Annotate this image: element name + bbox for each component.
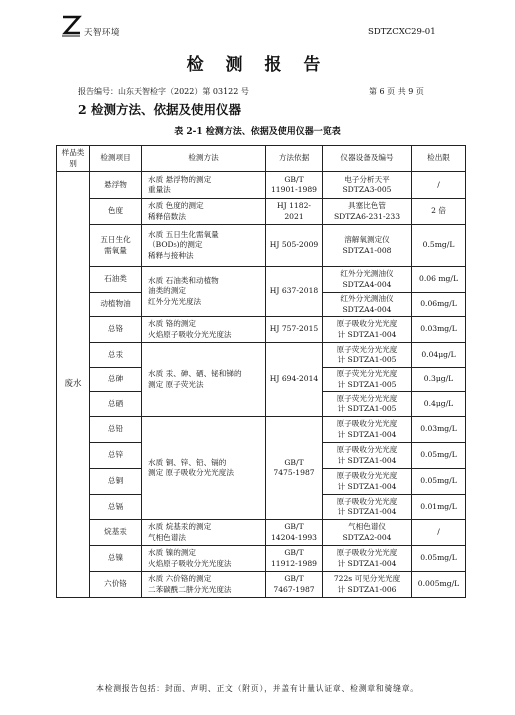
sample-category-cell: 废水 [57,172,90,598]
detection-limit-cell: 0.5mg/L [412,225,466,267]
method-cell: 水质 铬的测定 火焰原子吸收分光光度法 [142,317,266,343]
instrument-cell: 具塞比色管 SDTZA6-231-233 [323,199,412,225]
detection-limit-cell: 0.05mg/L [412,546,466,572]
basis-cell: HJ 637-2018 [266,267,323,317]
table-row [57,520,466,546]
test-item-cell: 总铅 [90,417,142,443]
table-caption: 表 2-1 检测方法、依据及使用仪器一览表 [174,127,341,137]
method-cell: 水质 悬浮物的测定 重量法 [142,172,266,199]
basis-cell: GB/T 11912-1989 [266,546,323,572]
detection-limit-cell: 0.4μg/L [412,392,466,417]
detection-limit-cell: 2 倍 [412,199,466,225]
instrument-cell: 原子吸收分光光度 计 SDTZA1-004 [323,495,412,520]
basis-cell: GB/T 14204-1993 [266,520,323,546]
header-cell: 检测方法 [142,146,266,172]
document-code: SDTZCXC29-01 [368,27,436,37]
basis-cell: HJ 757-2015 [266,317,323,343]
test-item-cell: 总镉 [90,495,142,520]
detection-limit-cell: / [412,172,466,199]
table-row [57,417,466,443]
detection-limit-cell: 0.05mg/L [412,469,466,495]
instrument-cell: 原子吸收分光光度 计 SDTZA1-004 [323,417,412,443]
method-cell: 水质 石油类和动植物 油类的测定 红外分光光度法 [142,267,266,317]
header-cell: 检出限 [412,146,466,172]
detection-limit-cell: 0.05mg/L [412,443,466,469]
table-row [57,225,466,267]
test-item-cell: 动植物油 [90,293,142,317]
instrument-cell: 电子分析天平 SDTZA3-005 [323,172,412,199]
test-item-cell: 色度 [90,199,142,225]
instrument-cell: 气相色谱仪 SDTZA2-004 [323,520,412,546]
test-item-cell: 总汞 [90,343,142,368]
method-cell: 水质 色度的测定 稀释倍数法 [142,199,266,225]
method-cell: 水质 铜、锌、铅、镉的 测定 原子吸收分光光度法 [142,417,266,520]
instrument-cell: 原子荧光分光光度 计 SDTZA1-005 [323,368,412,392]
header-cell: 仪器设备及编号 [323,146,412,172]
detection-limit-cell: / [412,520,466,546]
methods-table [56,145,466,598]
instrument-cell: 溶解氧测定仪 SDTZA1-008 [323,225,412,267]
company-logo-icon [60,14,82,38]
detection-limit-cell: 0.06 mg/L [412,267,466,293]
method-cell: 水质 镍的测定 火焰原子吸收分光光度法 [142,546,266,572]
detection-limit-cell: 0.06mg/L [412,293,466,317]
detection-limit-cell: 0.03mg/L [412,317,466,343]
basis-cell: GB/T 7475-1987 [266,417,323,520]
instrument-cell: 原子荧光分光光度 计 SDTZA1-005 [323,343,412,368]
method-cell: 水质 烷基汞的测定 气相色谱法 [142,520,266,546]
detection-limit-cell: 0.04μg/L [412,343,466,368]
test-item-cell: 石油类 [90,267,142,293]
basis-cell: HJ 694-2014 [266,343,323,417]
test-item-cell: 总锌 [90,443,142,469]
test-item-cell: 烷基汞 [90,520,142,546]
test-item-cell: 总铜 [90,469,142,495]
table-row [57,546,466,572]
table-row [57,267,466,293]
table-row [57,572,466,598]
header-cell: 检测项目 [90,146,142,172]
table-row [57,172,466,199]
test-item-cell: 总砷 [90,368,142,392]
instrument-cell: 红外分光测油仪 SDTZA4-004 [323,267,412,293]
instrument-cell: 原子吸收分光光度 计 SDTZA1-004 [323,546,412,572]
test-item-cell: 五日生化 需氧量 [90,225,142,267]
logo-text: 天智环境 [84,28,121,38]
table-row [57,199,466,225]
instrument-cell: 原子荧光分光光度 计 SDTZA1-005 [323,392,412,417]
header-cell: 方法依据 [266,146,323,172]
detection-limit-cell: 0.03mg/L [412,417,466,443]
test-item-cell: 总铬 [90,317,142,343]
footer-note: 本检测报告包括：封面、声明、正文（附页），并盖有计量认证章、检测章和骑缝章。 [96,684,419,693]
basis-cell: GB/T 7467-1987 [266,572,323,598]
instrument-cell: 原子吸收分光光度 计 SDTZA1-004 [323,443,412,469]
instrument-cell: 原子吸收分光光度 计 SDTZA1-004 [323,317,412,343]
page-title: 检 测 报 告 [186,55,329,75]
detection-limit-cell: 0.3μg/L [412,368,466,392]
table-row [57,317,466,343]
detection-limit-cell: 0.01mg/L [412,495,466,520]
method-cell: 水质 汞、砷、硒、铋和锑的 测定 原子荧光法 [142,343,266,417]
basis-cell: HJ 505-2009 [266,225,323,267]
instrument-cell: 722s 可见分光光度 计 SDTZA1-006 [323,572,412,598]
basis-cell: HJ 1182-2021 [266,199,323,225]
detection-limit-cell: 0.005mg/L [412,572,466,598]
table-header-row [57,146,466,172]
header-cell: 样品类别 [57,146,90,172]
test-item-cell: 总镍 [90,546,142,572]
table-row [57,343,466,368]
test-item-cell: 六价铬 [90,572,142,598]
page-number: 第 6 页 共 9 页 [369,87,424,96]
test-item-cell: 悬浮物 [90,172,142,199]
test-item-cell: 总硒 [90,392,142,417]
report-number: 报告编号：山东天智检字（2022）第 03122 号 [78,87,249,96]
method-cell: 水质 五日生化需氧量 （BOD₅)的测定 稀释与接种法 [142,225,266,267]
instrument-cell: 红外分光测油仪 SDTZA4-004 [323,293,412,317]
basis-cell: GB/T 11901-1989 [266,172,323,199]
method-cell: 水质 六价铬的测定 二苯碳酰二肼分光光度法 [142,572,266,598]
section-heading: 2 检测方法、依据及使用仪器 [78,102,242,117]
instrument-cell: 原子吸收分光光度 计 SDTZA1-004 [323,469,412,495]
